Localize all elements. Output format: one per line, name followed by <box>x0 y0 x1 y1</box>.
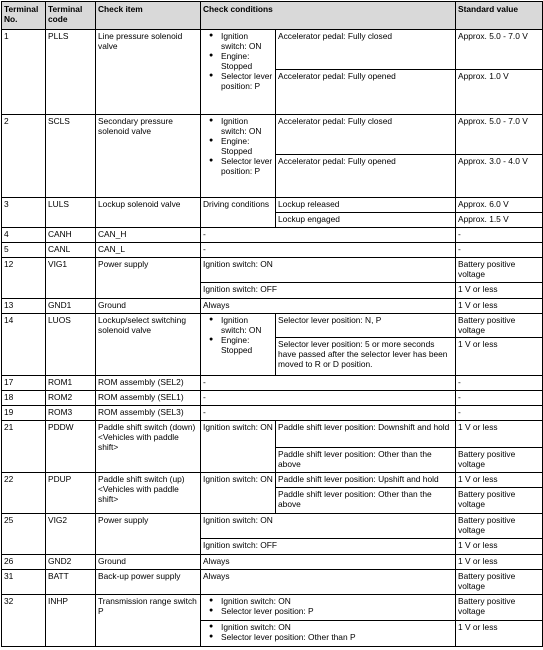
check-condition: - <box>201 243 456 258</box>
terminal-no: 1 <box>2 30 46 115</box>
terminal-code: BATT <box>46 570 96 595</box>
table-row <box>2 299 543 314</box>
sub-condition: Paddle shift lever position: Downshift and hold <box>276 421 456 448</box>
table-row <box>2 115 543 155</box>
sub-condition: Selector lever position: N, P <box>276 314 456 338</box>
list-item: ● Ignition switch: ON <box>221 315 273 335</box>
table-row <box>2 198 543 213</box>
terminal-code: GND2 <box>46 555 96 570</box>
terminal-code: INHP <box>46 595 96 647</box>
standard-value: 1 V or less <box>456 421 543 448</box>
standard-value: Battery positive voltage <box>456 514 543 539</box>
standard-value: Battery positive voltage <box>456 448 543 473</box>
check-item: Power supply <box>96 514 201 555</box>
check-item: CAN_H <box>96 228 201 243</box>
sub-condition: Accelerator pedal: Fully opened <box>276 70 456 115</box>
condition-list <box>203 116 273 176</box>
terminal-no: 19 <box>2 406 46 421</box>
check-item: Lockup solenoid valve <box>96 198 201 228</box>
table-row <box>2 391 543 406</box>
terminal-no: 13 <box>2 299 46 314</box>
check-condition: Ignition switch: ON <box>201 473 276 514</box>
sub-condition: Lockup engaged <box>276 213 456 228</box>
table-row <box>2 570 543 595</box>
terminal-no: 18 <box>2 391 46 406</box>
check-condition: Ignition switch: ON <box>201 258 456 283</box>
sub-condition: Paddle shift lever position: Upshift and hold <box>276 473 456 488</box>
check-item: Secondary pressure solenoid valve <box>96 115 201 198</box>
terminal-code: ROM3 <box>46 406 96 421</box>
table-row <box>2 30 543 70</box>
condition-list <box>203 315 273 355</box>
table-row <box>2 555 543 570</box>
sub-condition: Accelerator pedal: Fully closed <box>276 30 456 70</box>
condition-list <box>203 596 453 616</box>
list-item: ● Engine: Stopped <box>221 136 273 156</box>
standard-value: 1 V or less <box>456 555 543 570</box>
check-condition: Always <box>201 570 456 595</box>
check-condition <box>201 314 276 376</box>
terminal-no: 14 <box>2 314 46 376</box>
check-item: CAN_L <box>96 243 201 258</box>
check-item: Lockup/select switching solenoid valve <box>96 314 201 376</box>
list-item: ● Selector lever position: P <box>221 71 273 91</box>
standard-value: Battery positive voltage <box>456 570 543 595</box>
check-condition: - <box>201 406 456 421</box>
standard-value: 1 V or less <box>456 539 543 555</box>
check-item: Paddle shift switch (down) <Vehicles with paddle shift> <box>96 421 201 473</box>
check-item: Power supply <box>96 258 201 299</box>
terminal-code: CANL <box>46 243 96 258</box>
sub-condition: Accelerator pedal: Fully closed <box>276 115 456 155</box>
standard-value: Approx. 5.0 - 7.0 V <box>456 115 543 155</box>
standard-value: - <box>456 228 543 243</box>
terminal-code: PLLS <box>46 30 96 115</box>
standard-value: 1 V or less <box>456 621 543 647</box>
check-condition: Ignition switch: OFF <box>201 539 456 555</box>
terminal-no: 2 <box>2 115 46 198</box>
check-condition: - <box>201 391 456 406</box>
table-row <box>2 314 543 338</box>
list-item: ● Selector lever position: P <box>221 606 453 616</box>
table-row <box>2 514 543 539</box>
list-item: ● Ignition switch: ON <box>221 622 453 632</box>
header-terminal-code: Terminal code <box>46 2 96 30</box>
standard-value: Battery positive voltage <box>456 258 543 283</box>
terminal-no: 3 <box>2 198 46 228</box>
check-condition <box>201 115 276 198</box>
standard-value: Approx. 3.0 - 4.0 V <box>456 155 543 198</box>
standard-value: - <box>456 376 543 391</box>
sub-condition: Paddle shift lever position: Other than the above <box>276 488 456 514</box>
standard-value: Approx. 1.0 V <box>456 70 543 115</box>
check-condition: Always <box>201 299 456 314</box>
terminal-code: LULS <box>46 198 96 228</box>
terminal-no: 32 <box>2 595 46 647</box>
standard-value: Battery positive voltage <box>456 314 543 338</box>
check-condition: Ignition switch: ON <box>201 421 276 473</box>
table-row <box>2 421 543 448</box>
check-condition <box>201 30 276 115</box>
terminal-code: SCLS <box>46 115 96 198</box>
header-check-item: Check item <box>96 2 201 30</box>
standard-value: Approx. 6.0 V <box>456 198 543 213</box>
terminal-no: 4 <box>2 228 46 243</box>
list-item: ● Selector lever position: Other than P <box>221 632 453 642</box>
sub-condition: Selector lever position: 5 or more seconds have passed after the selector lever has been moved to R or D position. <box>276 338 456 376</box>
terminal-code: LUOS <box>46 314 96 376</box>
terminal-code: ROM1 <box>46 376 96 391</box>
check-condition: Driving conditions <box>201 198 276 228</box>
header-standard-value: Standard value <box>456 2 543 30</box>
check-item: Line pressure solenoid valve <box>96 30 201 115</box>
list-item: ● Engine: Stopped <box>221 51 273 71</box>
terminal-code: VIG1 <box>46 258 96 299</box>
standard-value: Approx. 1.5 V <box>456 213 543 228</box>
check-item: Ground <box>96 299 201 314</box>
standard-value: - <box>456 391 543 406</box>
sub-condition: Lockup released <box>276 198 456 213</box>
terminal-code: ROM2 <box>46 391 96 406</box>
check-item: ROM assembly (SEL3) <box>96 406 201 421</box>
terminal-no: 12 <box>2 258 46 299</box>
terminal-check-table <box>1 1 543 647</box>
standard-value: - <box>456 406 543 421</box>
terminal-no: 22 <box>2 473 46 514</box>
standard-value: Battery positive voltage <box>456 595 543 621</box>
check-item: Back-up power supply <box>96 570 201 595</box>
terminal-code: CANH <box>46 228 96 243</box>
list-item: ● Ignition switch: ON <box>221 31 273 51</box>
check-item: Ground <box>96 555 201 570</box>
check-item: ROM assembly (SEL1) <box>96 391 201 406</box>
header-terminal-no: Terminal No. <box>2 2 46 30</box>
standard-value: 1 V or less <box>456 338 543 376</box>
terminal-code: PDUP <box>46 473 96 514</box>
table-row <box>2 595 543 621</box>
list-item: ● Engine: Stopped <box>221 335 273 355</box>
list-item: ● Selector lever position: P <box>221 156 273 176</box>
check-condition <box>201 595 456 621</box>
header-check-conditions: Check conditions <box>201 2 456 30</box>
table-row <box>2 243 543 258</box>
terminal-no: 25 <box>2 514 46 555</box>
standard-value: 1 V or less <box>456 473 543 488</box>
check-item: ROM assembly (SEL2) <box>96 376 201 391</box>
standard-value: Approx. 5.0 - 7.0 V <box>456 30 543 70</box>
check-condition: - <box>201 376 456 391</box>
terminal-no: 17 <box>2 376 46 391</box>
standard-value: 1 V or less <box>456 299 543 314</box>
standard-value: - <box>456 243 543 258</box>
check-condition <box>201 621 456 647</box>
table-row <box>2 406 543 421</box>
terminal-code: VIG2 <box>46 514 96 555</box>
table-row <box>2 258 543 283</box>
standard-value: Battery positive voltage <box>456 488 543 514</box>
list-item: ● Ignition switch: ON <box>221 596 453 606</box>
terminal-code: PDDW <box>46 421 96 473</box>
terminal-no: 26 <box>2 555 46 570</box>
table-row <box>2 376 543 391</box>
check-condition: Ignition switch: OFF <box>201 283 456 299</box>
header-row <box>2 2 543 30</box>
check-condition: Always <box>201 555 456 570</box>
check-item: Paddle shift switch (up) <Vehicles with paddle shift> <box>96 473 201 514</box>
list-item: ● Ignition switch: ON <box>221 116 273 136</box>
terminal-no: 31 <box>2 570 46 595</box>
sub-condition: Accelerator pedal: Fully opened <box>276 155 456 198</box>
condition-list <box>203 622 453 642</box>
terminal-no: 5 <box>2 243 46 258</box>
condition-list <box>203 31 273 91</box>
sub-condition: Paddle shift lever position: Other than the above <box>276 448 456 473</box>
terminal-no: 21 <box>2 421 46 473</box>
standard-value: 1 V or less <box>456 283 543 299</box>
terminal-code: GND1 <box>46 299 96 314</box>
check-condition: - <box>201 228 456 243</box>
table-row <box>2 473 543 488</box>
check-item: Transmission range switch P <box>96 595 201 647</box>
check-condition: Ignition switch: ON <box>201 514 456 539</box>
table-row <box>2 228 543 243</box>
